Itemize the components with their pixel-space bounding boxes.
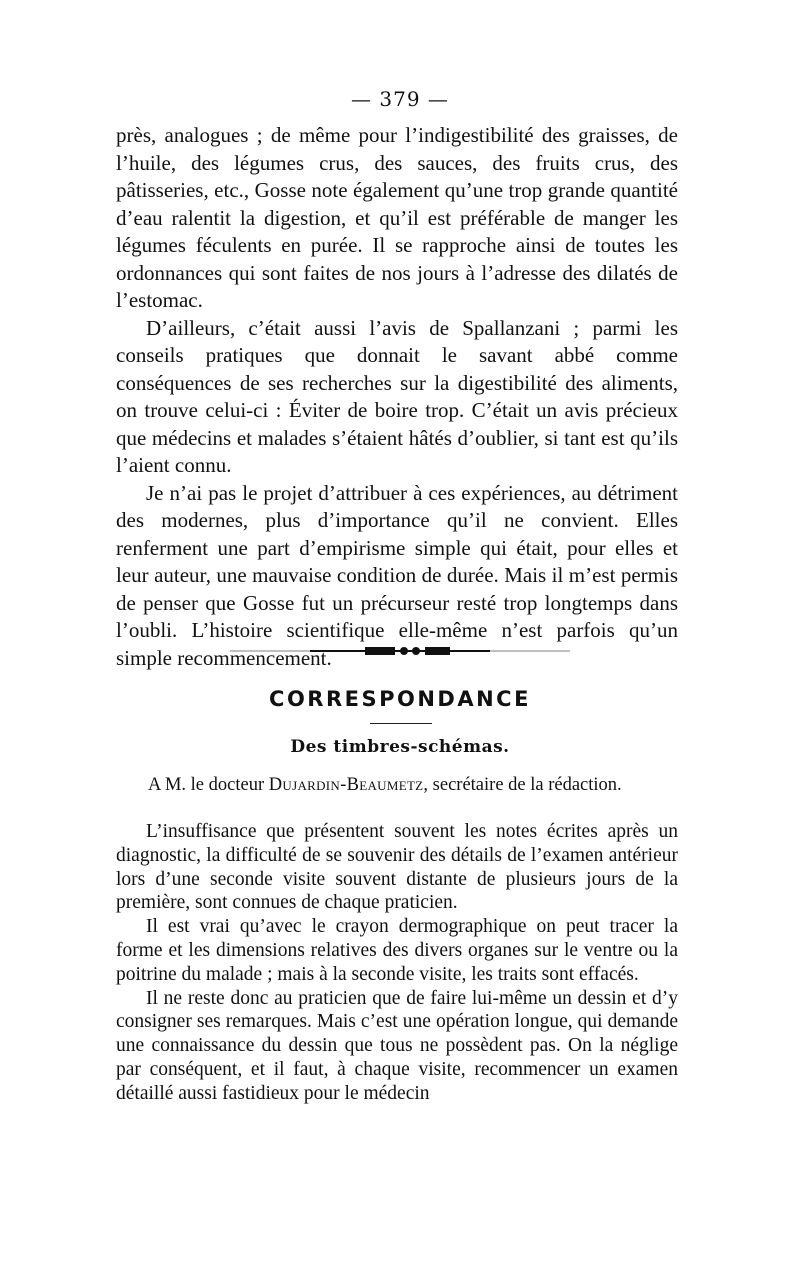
paragraph-spallanzani: D’ailleurs, c’était aussi l’avis de Spallanzani ; parmi les conseils pratiques que donnait le savant abbé comme conséquences de ses recherches sur la digestibilité des aliments, on trouve celui-ci : Éviter de boire trop. C’était un avis précieux que médecins et malades s’étaient hâtés d’oublier, si tant est qu’ils l’aient connu.	[116, 315, 678, 477]
address-prefix: A M. le docteur	[148, 775, 265, 795]
address-name: Dujardin-Beaumetz	[268, 775, 424, 795]
page-number: — 379 —	[351, 87, 449, 111]
letter-address	[148, 775, 708, 796]
section-title: CORRESPONDANCE	[269, 687, 531, 711]
body-text-top	[116, 122, 678, 672]
letter-title: Des timbres-schémas.	[290, 737, 510, 757]
paragraph-gosse: Je n’ai pas le projet d’attribuer à ces expériences, au détriment des modernes, plus d’importance qu’il ne convient. Elles renferment une part d’empirisme simple qui était, pour elles et leur auteur, une mauvaise condition de durée. Mais il m’est permis de penser que Gosse fut un précurseur resté trop longtemps dans l’oubli. L’histoire scientifique elle-même n’est parfois qu’un simple recommencement.	[116, 480, 678, 670]
body-text-letter	[116, 820, 678, 1106]
paragraph-continuation: près, analogues ; de même pour l’indigestibilité des graisses, de l’huile, des légumes crus, des sauces, des fruits crus, des pâtisseries, etc., Gosse note également qu’une trop grande quantité d’eau ralentit la digestion, et qu’il est préférable de manger les légumes féculents en purée. Il se rapproche ainsi de toutes les ordonnances qui sont faites de nos jours à l’adresse des dilatés de l’estomac.	[116, 123, 678, 312]
letter-paragraph-2: Il est vrai qu’avec le crayon dermographique on peut tracer la forme et les dimensions relatives des divers organes sur le ventre ou la poitrine du malade ; mais à la seconde visite, les traits sont effacés.	[116, 916, 678, 985]
address-suffix: , secrétaire de la rédaction.	[423, 775, 622, 795]
letter-paragraph-1: L’insuffisance que présentent souvent les notes écrites après un diagnostic, la difficulté de se souvenir des détails de l’examen antérieur lors d’une seconde visite souvent distante de plusieurs jours de la première, sont connues de chaque praticien.	[116, 821, 678, 914]
letter-paragraph-3: Il ne reste donc au praticien que de faire lui-même un dessin et d’y consigner ses remarques. Mais c’est une opération longue, qui demande une connaissance du dessin que tous ne possèdent pas. On la néglige par conséquent, et il faut, à chaque visite, recommencer un examen détaillé aussi fastidieux pour le médecin	[116, 987, 678, 1104]
section-ornament	[230, 644, 570, 658]
heading-divider	[370, 723, 432, 724]
